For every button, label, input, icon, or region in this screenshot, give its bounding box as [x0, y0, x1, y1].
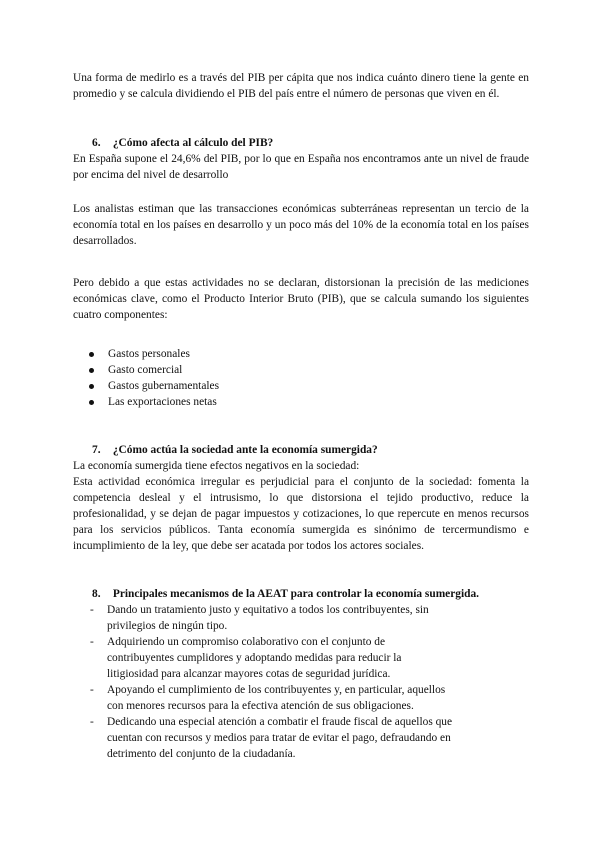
intro-paragraph: Una forma de medirlo es a través del PIB per cápita que nos indica cuánto dinero tiene la gente en promedio y se calcula dividiendo el PIB del país entre el número de personas que viven en él.: [73, 72, 529, 100]
list-item: Las exportaciones netas: [73, 394, 529, 410]
list-item: - Dando un tratamiento justo y equitativo a todos los contribuyentes, sin privilegios de ningún tipo.: [90, 604, 429, 632]
section-8-heading: [92, 586, 532, 602]
section-7-title: ¿Cómo actúa la sociedad ante la economía sumergida?: [112, 444, 378, 456]
gdp-components-list: [73, 346, 529, 410]
aeat-mechanisms-list: [73, 602, 453, 762]
section-8-title: Principales mecanismos de la AEAT para controlar la economía sumergida.: [112, 588, 480, 600]
bullet-icon: [89, 368, 94, 373]
section-8-number: 8.: [92, 588, 101, 600]
section-7-number: 7.: [92, 444, 101, 456]
section-6-title: ¿Cómo afecta al cálculo del PIB?: [112, 137, 274, 149]
list-item: - Dedicando una especial atención a combatir el fraude fiscal de aquellos que cuentan con recursos y medios para tratar de evitar el pago, defraudando en detrimento del conjunto de la ciudadanía.: [90, 716, 453, 760]
bullet-icon: [89, 384, 94, 389]
section-6-paragraph-3: Pero debido a que estas actividades no se declaran, distorsionan la precisión de las mediciones económicas clave, como el Producto Interior Bruto (PIB), que se calcula sumando los siguientes cuatro componentes:: [73, 277, 529, 321]
list-item: Gasto comercial: [73, 362, 529, 378]
bullet-icon: [89, 352, 94, 357]
list-item: Gastos personales: [73, 346, 529, 362]
section-6-paragraph-2: Los analistas estiman que las transacciones económicas subterráneas representan un tercio de la economía total en los países en desarrollo y un poco más del 10% de la economía total en los países desarrollados.: [73, 203, 529, 247]
bullet-icon: [89, 400, 94, 405]
section-6-heading: [92, 135, 532, 151]
section-6-paragraph-1: En España supone el 24,6% del PIB, por lo que en España nos encontramos ante un nivel de fraude por encima del nivel de desarrollo: [73, 153, 529, 181]
section-7-heading: [92, 442, 532, 458]
section-7-paragraph-1: La economía sumergida tiene efectos negativos en la sociedad:: [73, 460, 360, 472]
list-item: Gastos gubernamentales: [73, 378, 529, 394]
list-item: - Adquiriendo un compromiso colaborativo con el conjunto de contribuyentes cumplidores y adoptando medidas para reducir la litigiosidad para alcanzar mayores cotas de seguridad jurídica.: [90, 636, 402, 680]
section-7-paragraph-2: Esta actividad económica irregular es perjudicial para el conjunto de la sociedad: fomenta la competencia desleal y el intrusismo, lo que distorsiona el tejido productivo, reduce la profesionalidad, y se dejan de pagar impuestos y cotizaciones, lo que repercute en menos recursos para los servicios públicos. Tanta economía sumergida es sinónimo de tercermundismo e incumplimiento de la ley, que debe ser acatada por todos los actores sociales.: [73, 476, 529, 552]
section-6-number: 6.: [92, 137, 101, 149]
list-item: - Apoyando el cumplimiento de los contribuyentes y, en particular, aquellos con menores recursos para la efectiva atención de sus obligaciones.: [90, 684, 446, 712]
